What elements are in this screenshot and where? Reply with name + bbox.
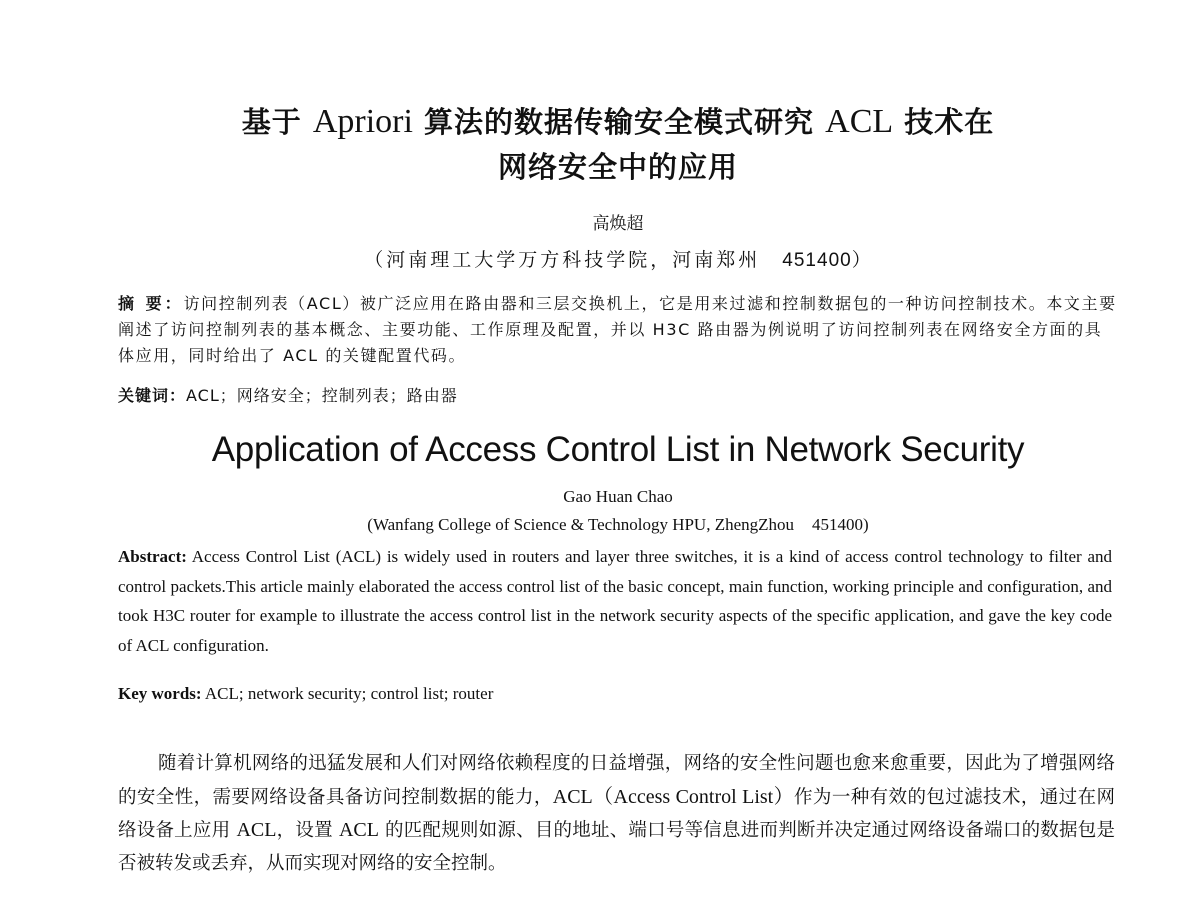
title-end: 技术在 [904, 105, 995, 139]
english-abstract [118, 542, 1112, 660]
chinese-affiliation [118, 245, 1118, 272]
chinese-keywords [118, 383, 1118, 406]
english-keywords-text: ACL; network security; control list; router [204, 684, 494, 703]
english-keywords [118, 684, 1112, 704]
chinese-title-line-1 [118, 100, 1118, 141]
chinese-abstract-label: 摘 要： [118, 294, 184, 313]
body-latin-acl-3: ACL [338, 819, 379, 841]
title-latin-acl: ACL [825, 103, 894, 140]
chinese-author: 高焕超 [592, 214, 644, 234]
title-latin-apriori: Apriori [312, 103, 413, 140]
english-author: Gao Huan Chao [563, 487, 673, 506]
body-text-d: 的匹配规则如源、目的地址、端口号等信息进而判断并决定通过网络设备端口的数据包是否被转发或丢弃，从而实现对网络的安全控制。 [118, 820, 1115, 874]
english-affiliation-zip: 451400) [812, 515, 869, 534]
english-abstract-text: Access Control List (ACL) is widely used in routers and layer three switches, it is a kind of access control technology to filter and control packets.This article mainly elaborated the access control list of the basic concept, main function, working principle and configuration, and took H3C router for example to illustrate the access control list in the network security aspects of the specific application, and gave the key code of ACL configuration. [118, 547, 1112, 655]
chinese-keywords-label: 关键词： [118, 386, 187, 405]
english-affiliation-text: (Wanfang College of Science & Technology HPU, ZhengZhou [367, 515, 795, 534]
chinese-keywords-text: ACL；网络安全；控制列表；路由器 [186, 386, 458, 405]
chinese-affiliation-text: （河南理工大学万方科技学院，河南郑州 [364, 249, 761, 271]
title-prefix: 基于 [241, 105, 302, 139]
body-text-c: ，设置 [276, 820, 333, 841]
chinese-abstract-text: 访问控制列表（ACL）被广泛应用在路由器和三层交换机上，它是用来过滤和控制数据包的一种访问控制技术。本文主要阐述了访问控制列表的基本概念、主要功能、工作原理及配置，并以 H3C 路由器为例说明了访问控制列表在网络安全方面的具体应用，同时给出了 ACL 的关键配置代码。 [118, 294, 1117, 365]
chinese-title-line-2: 网络安全中的应用 [497, 150, 738, 184]
english-title: Application of Access Control List in Network Security [211, 430, 1025, 469]
chinese-affiliation-zip: 451400） [782, 250, 872, 271]
body-latin-acl-2: ACL [236, 819, 277, 841]
body-text-b: 作为一种有效的包过滤技术，通过在网络设备上应用 [118, 786, 1115, 841]
english-abstract-label: Abstract: [118, 547, 187, 566]
body-paragraph-1 [118, 748, 1115, 880]
body-text-a: 随着计算机网络的迅猛发展和人们对网络依赖程度的日益增强，网络的安全性问题也愈来愈重要，因此为了增强网络的安全性，需要网络设备具备访问控制数据的能力， [118, 753, 1115, 808]
body-latin-acl-access-control-list: ACL（Access Control List） [552, 785, 795, 808]
title-middle: 算法的数据传输安全模式研究 [424, 105, 815, 139]
english-affiliation [118, 515, 1118, 535]
english-keywords-label: Key words: [118, 684, 202, 703]
chinese-abstract [118, 291, 1118, 369]
